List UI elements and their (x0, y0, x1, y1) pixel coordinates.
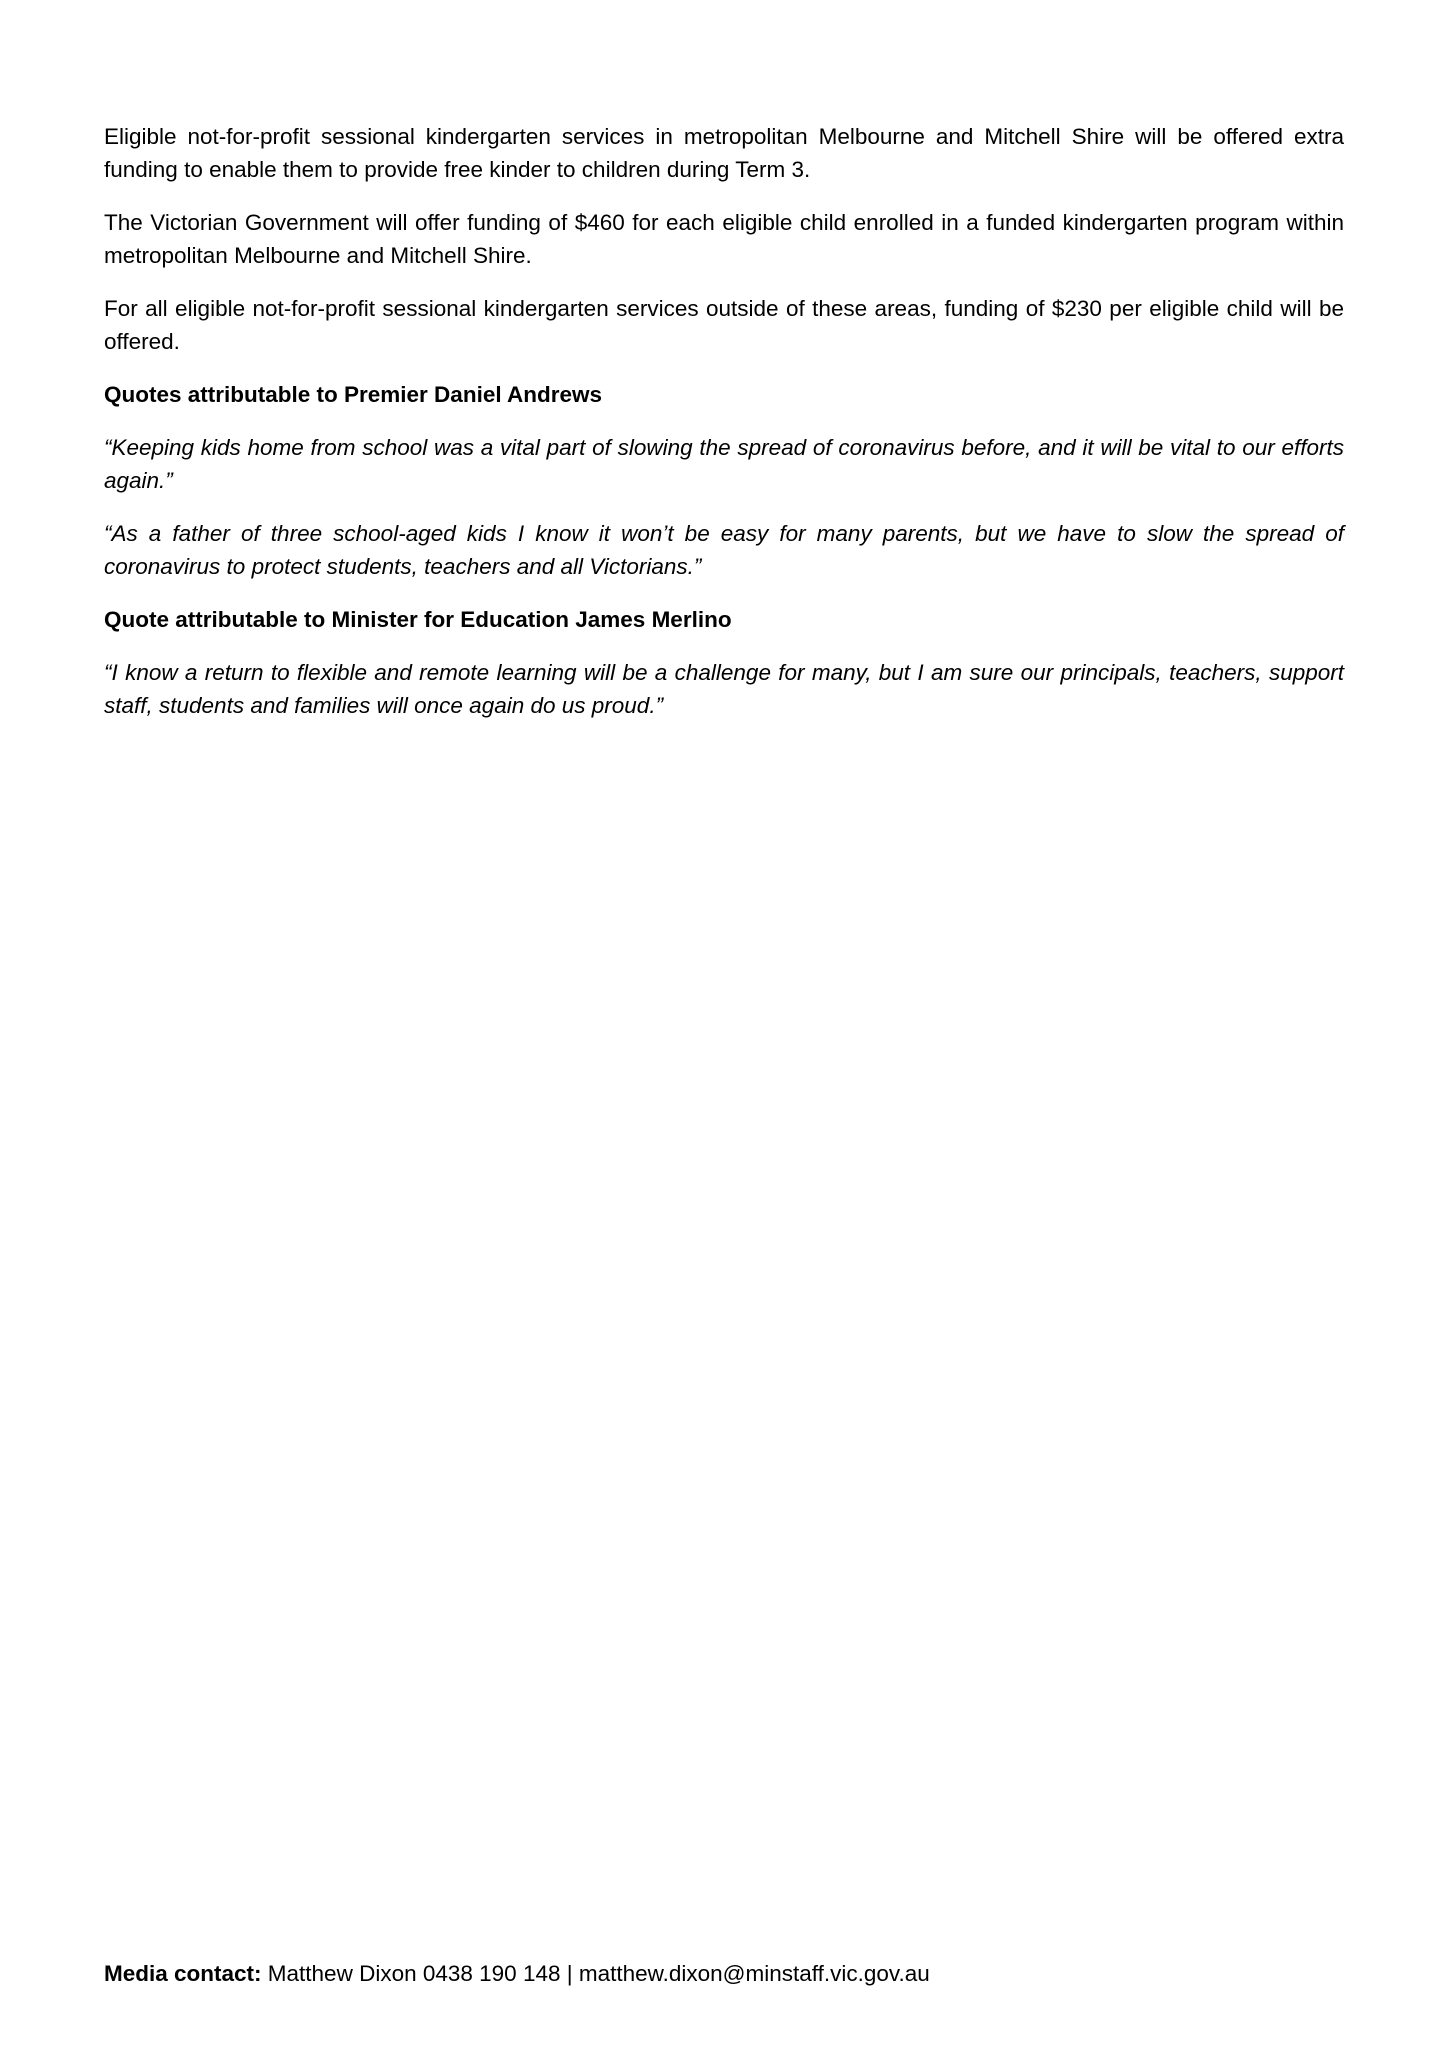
media-contact-details: Matthew Dixon 0438 190 148 | matthew.dixon@minstaff.vic.gov.au (261, 1961, 930, 1986)
minister-quote: “I know a return to flexible and remote learning will be a challenge for many, but I am sure our principals, teachers, support staff, students and families will once again do us proud.” (104, 660, 1344, 718)
minister-quote-heading: Quote attributable to Minister for Education James Merlino (104, 607, 732, 632)
premier-quote: “As a father of three school-aged kids I know it won’t be easy for many parents, but we have to slow the spread of coronavirus to protect students, teachers and all Victorians.” (104, 521, 1344, 579)
premier-quote: “Keeping kids home from school was a vital part of slowing the spread of coronavirus before, and it will be vital to our efforts again.” (104, 435, 1344, 493)
media-contact-label: Media contact: (104, 1961, 262, 1986)
body-paragraph: For all eligible not-for-profit sessional kindergarten services outside of these areas, funding of $230 per eligible child will be offered. (104, 296, 1344, 354)
media-contact (104, 1957, 1344, 1990)
body-paragraph: Eligible not-for-profit sessional kindergarten services in metropolitan Melbourne and Mitchell Shire will be offered extra funding to enable them to provide free kinder to children during Term 3. (104, 124, 1344, 182)
body-paragraph: The Victorian Government will offer funding of $460 for each eligible child enrolled in a funded kindergarten program within metropolitan Melbourne and Mitchell Shire. (104, 210, 1344, 268)
premier-quotes-heading: Quotes attributable to Premier Daniel Andrews (104, 382, 603, 407)
document-body (104, 120, 1344, 742)
